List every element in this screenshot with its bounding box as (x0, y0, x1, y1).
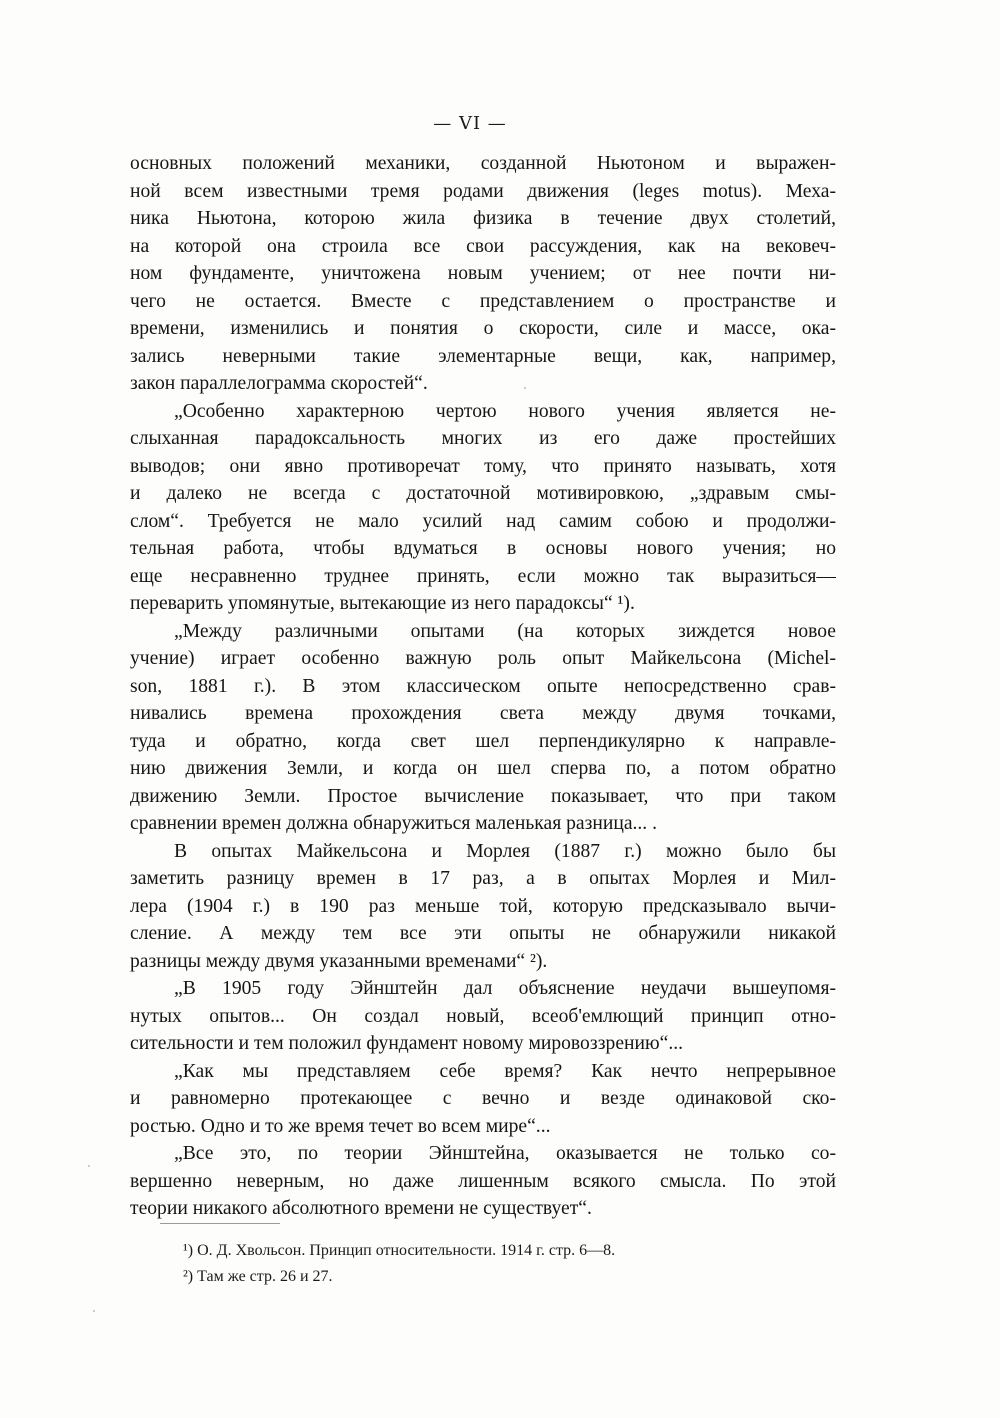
scan-speck (93, 1310, 95, 1312)
text-line: еще несравненно труднее принять, если можно так выразиться— (130, 565, 836, 587)
text-line: теории никакого абсолютного времени не существует“. (130, 1198, 592, 1219)
text-line: зались неверными такие элементарные вещи, как, например, (130, 345, 836, 367)
text-line: основных положений механики, созданной Ньютоном и выражен- (130, 153, 836, 174)
text-line: разницы между двумя указанными временами“ ²). (130, 950, 548, 972)
text-line: переварить упомянутые, вытекающие из него парадоксы“ ¹). (130, 593, 635, 614)
text-line: нивались времена прохождения света между двумя точками, (130, 703, 836, 724)
text-line: сительности и тем положил фундамент новому мировоззрению“... (130, 1033, 684, 1054)
text-line: вершенно неверным, но даже лишенным всякого смысла. По этой (130, 1170, 836, 1192)
text-line: нию движения Земли, и когда он шел сперва по, а потом обратно (130, 758, 836, 779)
text-line: ника Ньютона, которою жила физика в течение двух столетий, (130, 208, 836, 229)
text-line: слыханная парадоксальность многих из его даже простейших (130, 428, 836, 449)
paragraph-start-line: „В 1905 году Эйнштейн дал объяснение неудачи вышеупомя- (174, 978, 836, 999)
body-text (130, 150, 836, 1223)
text-line: ростью. Одно и то же время течет во всем мире“... (130, 1115, 551, 1137)
text-line: чего не остается. Вместе с представлением о пространстве и (130, 290, 836, 312)
paragraph-start-line: „Все это, по теории Эйнштейна, оказывается не только со- (174, 1143, 836, 1164)
text-line: сление. А между тем все эти опыты не обнаружили никакой (130, 923, 836, 944)
text-line: движению Земли. Простое вычисление показывает, что при таком (130, 785, 836, 807)
page-number: — VI — (433, 113, 507, 134)
paragraph-start-line: В опытах Майкельсона и Морлея (1887 г.) можно было бы (174, 840, 836, 862)
scan-speck (88, 1165, 90, 1167)
text-line: туда и обратно, когда свет шел перпендикулярно к направле- (130, 730, 836, 752)
footnote-divider (160, 1223, 280, 1224)
text-line: ном фундаменте, уничтожена новым учением; от нее почти ни- (130, 263, 836, 284)
text-line: закон параллелограмма скоростей“. (130, 373, 428, 394)
paragraph-start-line: „Как мы представляем себе время? Как нечто непрерывное (174, 1060, 836, 1082)
text-line: и равномерно протекающее с вечно и везде одинаковой ско- (130, 1088, 836, 1109)
text-line: тельная работа, чтобы вдуматься в основы нового учения; но (130, 538, 836, 559)
text-line: son, 1881 г.). В этом классическом опыте непосредственно срав- (130, 675, 836, 697)
footnote-2: ²) Там же стр. 26 и 27. (183, 1268, 333, 1285)
text-line: ной всем известными тремя родами движения (leges motus). Меха- (130, 180, 836, 202)
footnotes (183, 1238, 783, 1290)
text-line: лера (1904 г.) в 190 раз меньше той, которую предсказывало вычи- (130, 895, 836, 917)
text-line: учение) играет особенно важную роль опыт Майкельсона (Michel- (130, 648, 836, 669)
text-line: времени, изменились и понятия о скорости, силе и массе, ока- (130, 318, 836, 339)
text-line: и далеко не всегда с достаточной мотивировкою, „здравым смы- (130, 483, 836, 504)
text-line: заметить разницу времен в 17 раз, а в опытах Морлея и Мил- (130, 868, 836, 889)
paragraph-start-line: „Между различными опытами (на которых зиждется новое (174, 620, 836, 642)
text-line: выводов; они явно противоречат тому, что принято называть, хотя (130, 455, 836, 477)
scan-speck (524, 387, 526, 389)
text-line: слом“. Требуется не мало усилий над самим собою и продолжи- (130, 510, 836, 532)
text-line: на которой она строила все свои рассуждения, как на вековеч- (130, 235, 836, 257)
paragraph-start-line: „Особенно характерною чертою нового учения является не- (174, 400, 836, 422)
text-line: сравнении времен должна обнаружиться маленькая разница... . (130, 813, 658, 834)
text-line: нутых опытов... Он создал новый, всеоб'емлющий принцип отно- (130, 1005, 836, 1027)
footnote-1: ¹) О. Д. Хвольсон. Принцип относительности. 1914 г. стр. 6—8. (183, 1242, 616, 1259)
